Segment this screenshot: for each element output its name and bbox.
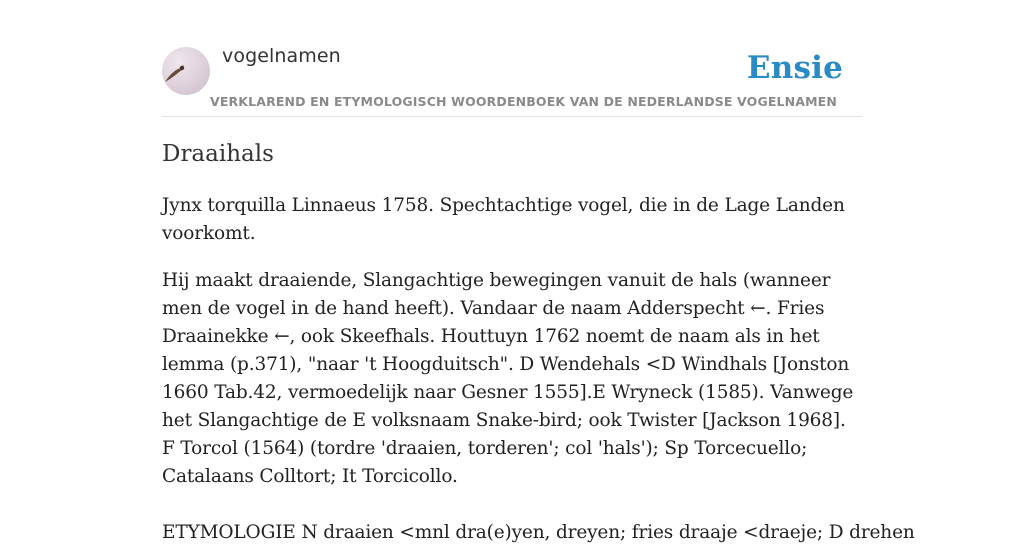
dictionary-subtitle: VERKLAREND EN ETYMOLOGISCH WOORDENBOEK VAN DE NEDERLANDSE VOGELNAMEN: [210, 94, 837, 109]
bird-photo-icon[interactable]: [162, 47, 210, 95]
entry-content: [162, 138, 915, 547]
brand-logo[interactable]: Ensie: [746, 50, 843, 86]
entry-title: Draaihals: [162, 141, 274, 167]
dictionary-name[interactable]: vogelnamen: [222, 45, 341, 67]
entry-paragraph: Jynx torquilla Linnaeus 1758. Spechtachtige vogel, die in de Lage Landen voorkomt.: [162, 195, 845, 244]
site-header: [162, 0, 862, 117]
etymology-paragraph: ETYMOLOGIE N draaien <mnl dra(e)yen, dreyen; fries draaje <draeje; D drehen: [162, 522, 915, 543]
entry-paragraph: Hij maakt draaiende, Slangachtige bewegingen vanuit de hals (wanneer men de vogel in de hand heeft). Vandaar de naam Adderspecht ←. Fries Draainekke ←, ook Skeefhals. Houttuyn 1762 noemt de naam als in het lemma (p.371), "naar 't Hoogduitsch". D Wendehals <D Windhals [Jonston 1660 Tab.42, vermoedelijk naar Gesner 1555].E Wryneck (1585). Vanwege het Slangachtige de E volksnaam Snake-bird; ook Twister [Jackson 1968]. F Torcol (1564) (tordre 'draaien, torderen'; col 'hals'); Sp Torcecuello; Catalaans Colltort; It Torcicollo.: [162, 270, 854, 487]
